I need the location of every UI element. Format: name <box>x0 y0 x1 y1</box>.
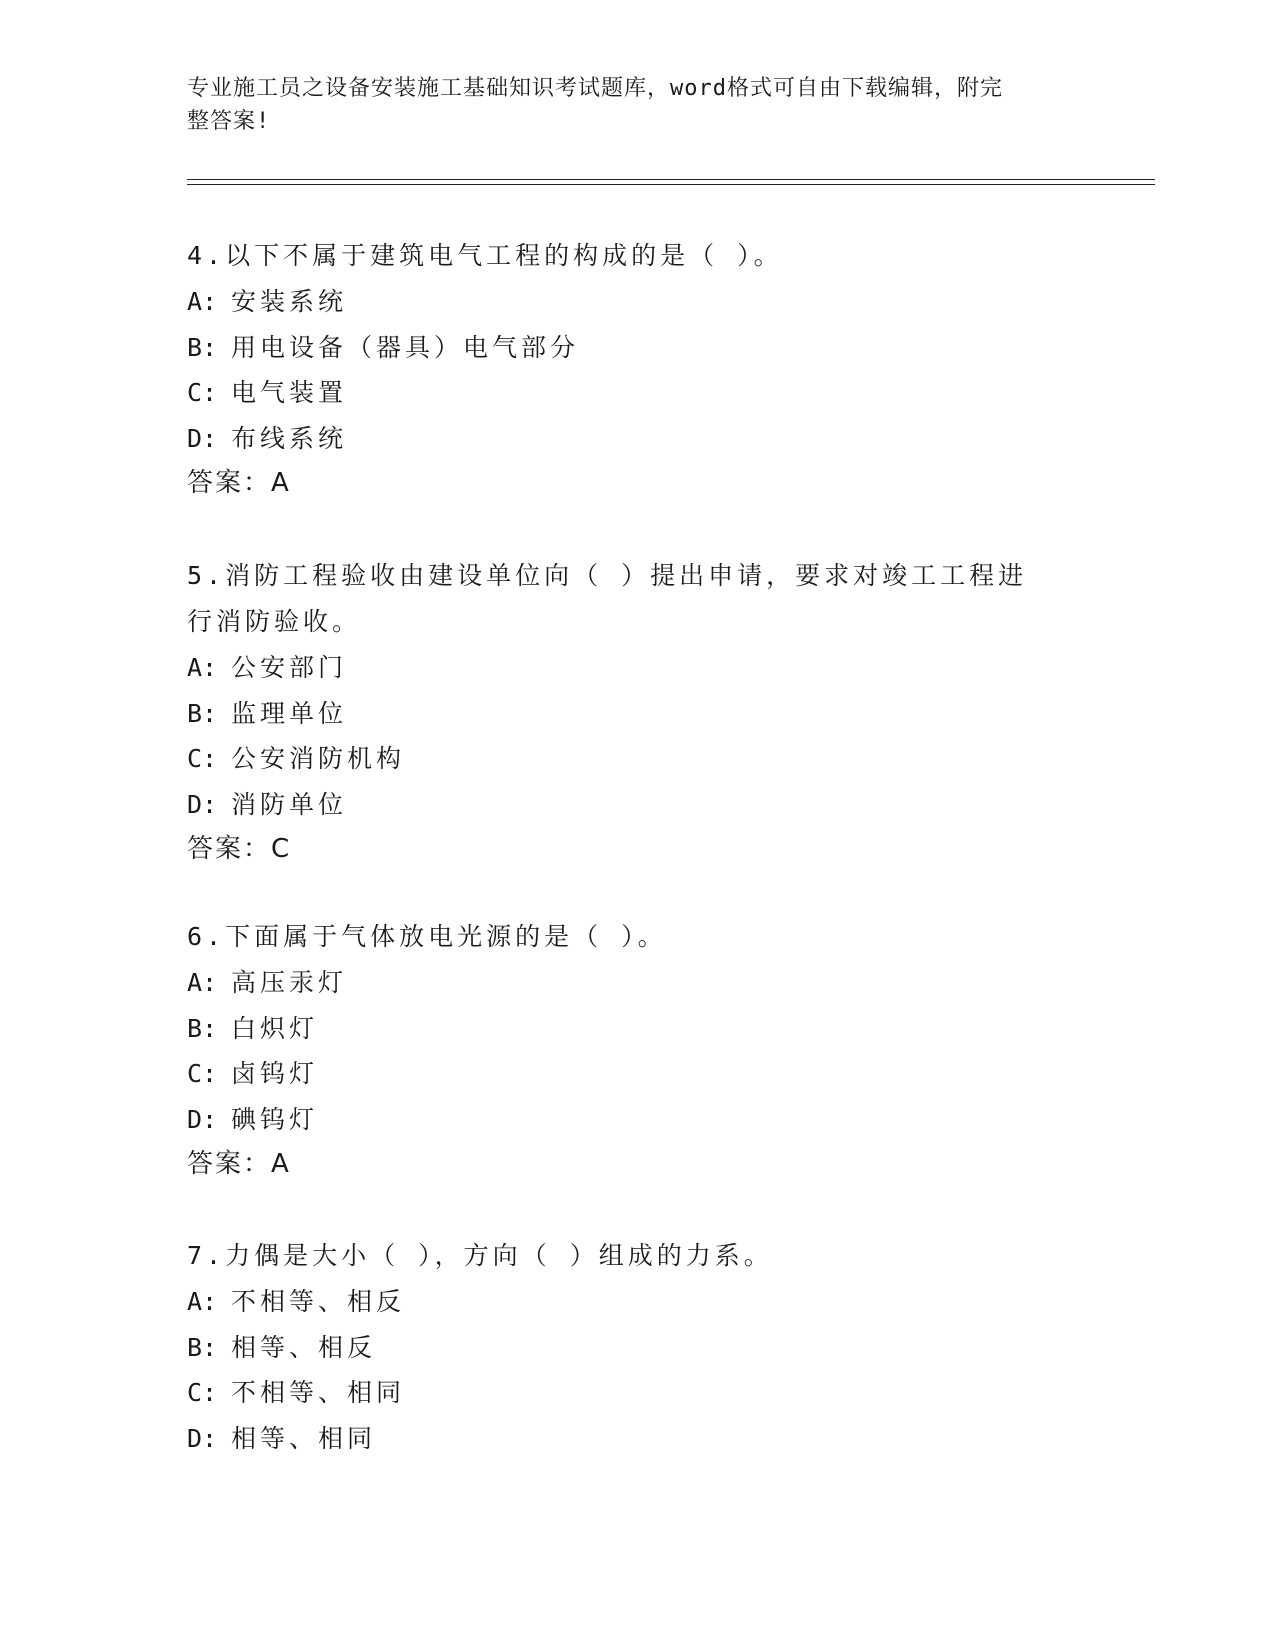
option-c <box>187 736 1087 782</box>
option-text: 安装系统 <box>231 287 348 316</box>
option-d <box>187 416 1087 462</box>
option-text: 白炽灯 <box>231 1013 319 1043</box>
option-key: A: <box>187 1287 218 1316</box>
option-text: 相等、相反 <box>231 1332 377 1362</box>
question-text: 4.以下不属于建筑电气工程的构成的是（ ）。 <box>187 241 783 270</box>
option-c <box>187 1051 1087 1097</box>
option-a <box>187 645 1087 691</box>
header-divider-top <box>187 179 1155 180</box>
option-key: A: <box>187 968 218 997</box>
option-c <box>187 1370 1087 1416</box>
option-text: 公安消防机构 <box>231 744 406 773</box>
answer: 答案：C <box>187 834 292 864</box>
option-key: A: <box>187 287 218 316</box>
question-7 <box>187 1233 1087 1461</box>
option-text: 相等、相同 <box>231 1423 377 1453</box>
option-key: C: <box>187 378 218 407</box>
option-a <box>187 279 1087 325</box>
option-key: D: <box>187 1104 218 1134</box>
answer: 答案：A <box>187 1149 291 1179</box>
option-text: 不相等、相反 <box>231 1287 406 1316</box>
option-text: 消防单位 <box>231 789 348 819</box>
question-6 <box>187 914 1087 1187</box>
option-key: A: <box>187 653 218 682</box>
option-key: D: <box>187 789 218 819</box>
option-text: 布线系统 <box>231 423 348 453</box>
option-text: 公安部门 <box>231 653 348 682</box>
option-key: B: <box>187 332 218 362</box>
option-text: 不相等、相同 <box>231 1378 406 1407</box>
option-a <box>187 1279 1087 1325</box>
option-key: B: <box>187 1332 218 1362</box>
option-b <box>187 691 1087 737</box>
option-d <box>187 1097 1087 1143</box>
option-a <box>187 960 1087 1006</box>
option-text: 电气装置 <box>231 378 348 407</box>
option-d <box>187 782 1087 828</box>
header-line-1: 专业施工员之设备安装施工基础知识考试题库，word格式可自由下载编辑，附完 <box>187 76 1003 101</box>
option-text: 用电设备（器具）电气部分 <box>231 332 580 362</box>
option-c <box>187 370 1087 416</box>
option-key: B: <box>187 698 218 728</box>
option-b <box>187 1006 1087 1052</box>
option-text: 碘钨灯 <box>231 1104 319 1134</box>
option-d <box>187 1416 1087 1462</box>
option-key: D: <box>187 1423 218 1453</box>
option-key: D: <box>187 423 218 453</box>
header-divider-bottom <box>187 184 1155 185</box>
answer: 答案：A <box>187 468 291 498</box>
option-key: C: <box>187 1378 218 1407</box>
option-key: C: <box>187 744 218 773</box>
option-text: 高压汞灯 <box>231 968 348 997</box>
document-header <box>187 72 1067 138</box>
question-text: 7.力偶是大小（ ），方向（ ）组成的力系。 <box>187 1241 773 1270</box>
option-key: C: <box>187 1059 218 1088</box>
question-text: 6.下面属于气体放电光源的是（ ）。 <box>187 922 667 951</box>
option-key: B: <box>187 1013 218 1043</box>
question-text: 5.消防工程验收由建设单位向（ ）提出申请，要求对竣工工程进行消防验收。 <box>187 561 1028 636</box>
question-4 <box>187 233 1087 506</box>
option-text: 卤钨灯 <box>231 1059 319 1088</box>
header-line-2: 整答案! <box>187 109 271 134</box>
option-b <box>187 325 1087 371</box>
option-b <box>187 1325 1087 1371</box>
option-text: 监理单位 <box>231 698 348 728</box>
question-5 <box>187 553 1087 872</box>
